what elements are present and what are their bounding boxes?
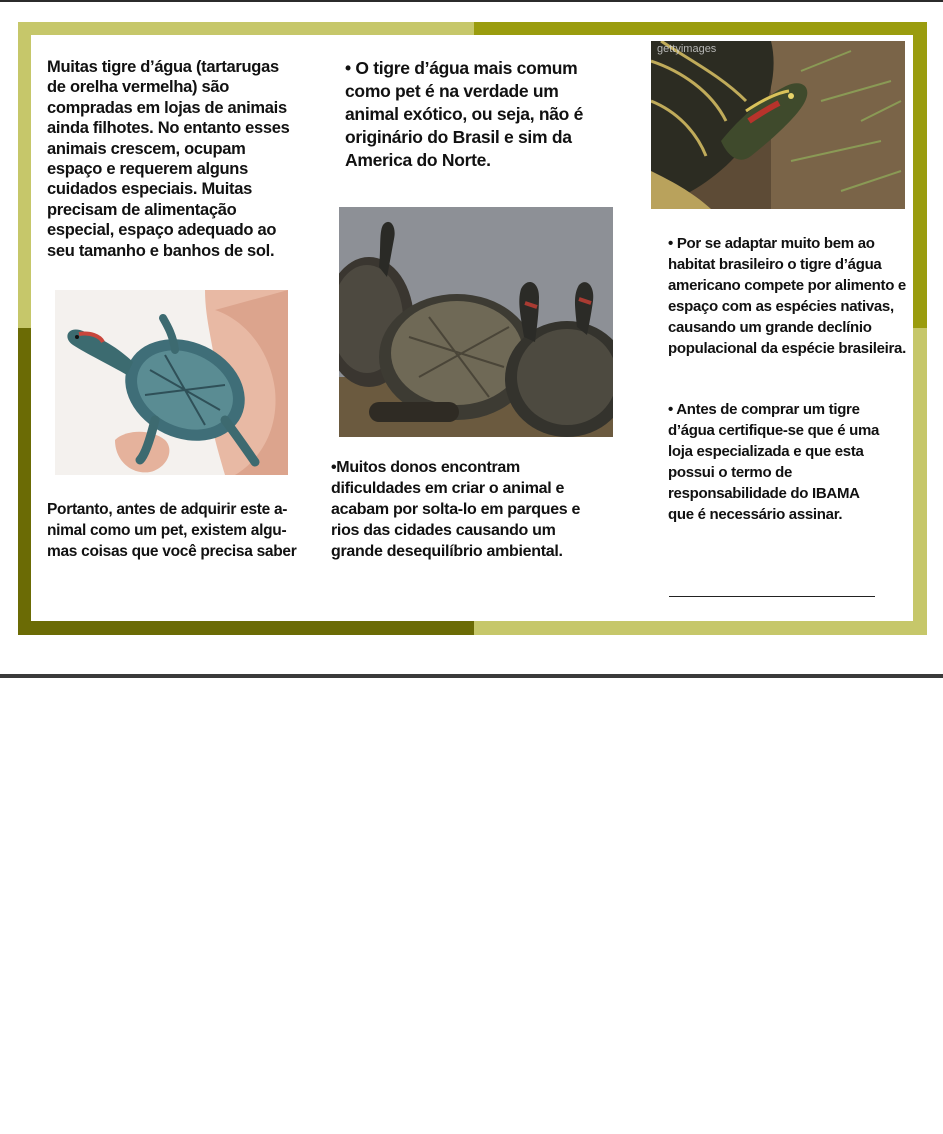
turtle-in-hand-photo (55, 290, 288, 475)
bullet-exotic-origin: • O tigre d’água mais comum como pet é na verdade um animal exótico, ou seja, não é originário do Brasil e sim da America do Norte. (345, 58, 584, 170)
three-turtles-photo (339, 207, 613, 437)
bullet-release-in-parks: •Muitos donos encontram dificuldades em criar o animal e acabam por solta-lo em parques e rios das cidades causando um grande desequilíbrio ambiental. (331, 459, 581, 560)
top-rule (0, 0, 943, 2)
signature-line (669, 596, 875, 597)
turtle-head-photo (651, 41, 905, 209)
bullet-habitat-competition: • Por se adaptar muito bem ao habitat brasileiro o tigre d’água americano compete por alimento e espaço com as espécies nativas, causando um grande declínio populacional da espécie brasileira. (668, 235, 906, 357)
watermark: gettyimages (657, 43, 717, 55)
bullet-ibama-term: • Antes de comprar um tigre d’água certifique-se que é uma loja especializada e que esta possui o termo de responsabilidade do IBAMA que é necessário assinar. (668, 401, 880, 523)
intro-paragraph: Muitas tigre d’água (tartarugas de orelha vermelha) são compradas em lojas de animais ainda filhotes. No entanto esses animais crescem, ocupam espaço e requerem alguns cuidados especiais. Muitas precisam de alimentação especial, espaço adequado ao seu tamanho e banhos de sol. (47, 58, 290, 260)
closing-paragraph: Portanto, antes de adquirir este a-nimal como um pet, existem algu-mas coisas que você precisa saber (47, 501, 297, 560)
slide-panel (31, 35, 913, 621)
slide (18, 22, 927, 635)
page-separator (0, 674, 943, 678)
